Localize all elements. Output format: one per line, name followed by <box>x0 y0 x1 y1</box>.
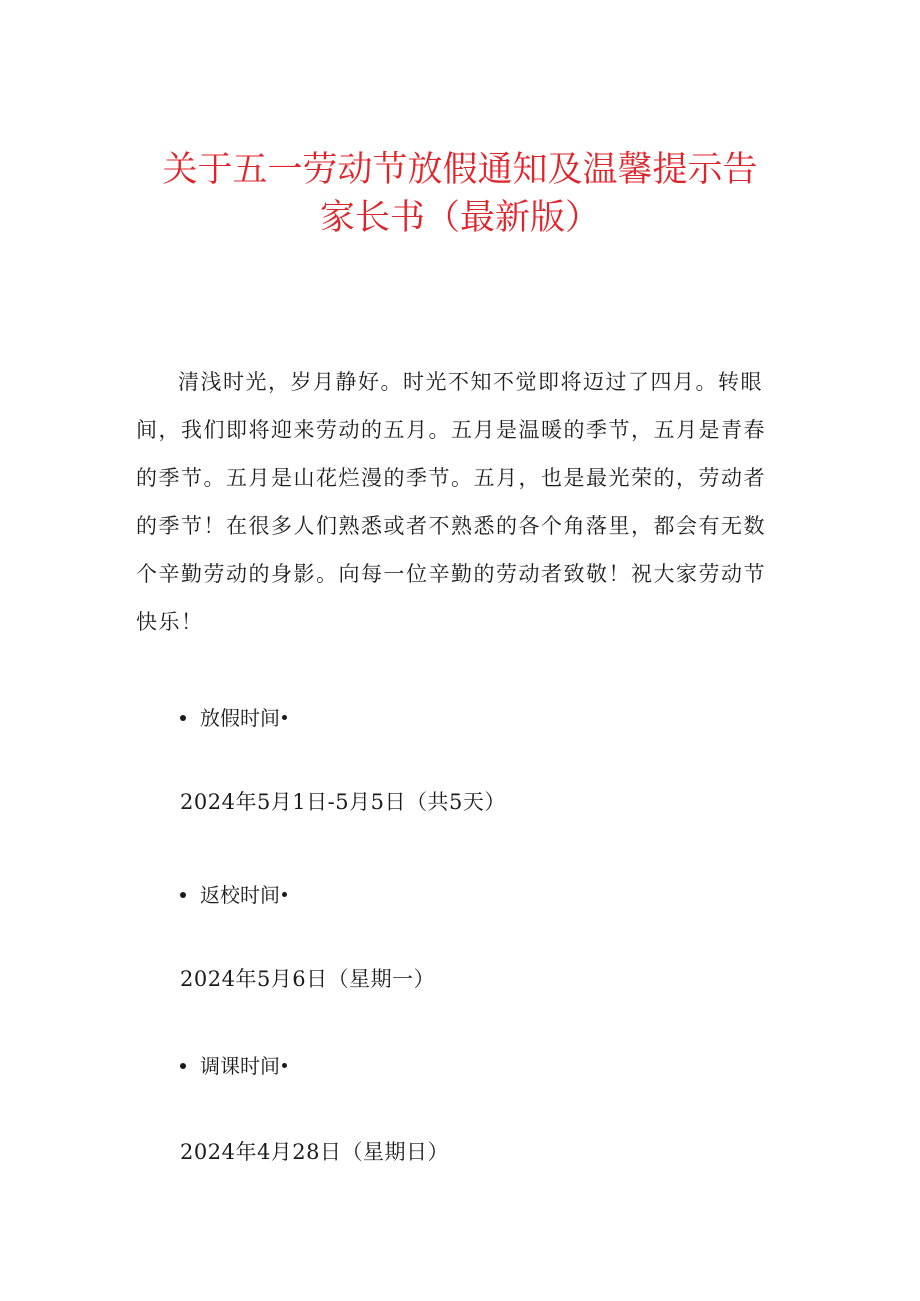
bullet-icon <box>282 1063 287 1068</box>
bullet-icon <box>282 715 287 720</box>
bullet-icon <box>180 892 186 898</box>
section-heading-label: 放假时间 <box>200 706 280 730</box>
bullet-icon <box>282 892 287 897</box>
section-heading-return <box>180 880 287 910</box>
intro-paragraph: 清浅时光，岁月静好。时光不知不觉即将迈过了四月。转眼间，我们即将迎来劳动的五月。五月是温暖的季节，五月是青春的季节。五月是山花烂漫的季节。五月，也是最光荣的，劳动者的季节！在很多人们熟悉或者不熟悉的各个角落里，都会有无数个辛勤劳动的身影。向每一位辛勤的劳动者致敬！祝大家劳动节快乐！ <box>136 370 766 634</box>
bullet-icon <box>180 1063 186 1069</box>
section-detail-return: 2024年5月6日（星期一） <box>180 967 436 991</box>
section-heading-label: 返校时间 <box>200 883 280 907</box>
document-title-line-2: 家长书（最新版） <box>319 198 600 238</box>
bullet-icon <box>180 715 186 721</box>
section-detail-holiday: 2024年5月1日-5月5日（共5天） <box>180 790 506 814</box>
section-heading-label: 调课时间 <box>200 1054 280 1078</box>
section-heading-holiday <box>180 703 287 733</box>
section-heading-makeup <box>180 1051 287 1081</box>
section-detail-makeup: 2024年4月28日（星期日） <box>180 1140 450 1164</box>
document-title-line-1: 关于五一劳动节放假通知及温馨提示告 <box>162 150 758 190</box>
